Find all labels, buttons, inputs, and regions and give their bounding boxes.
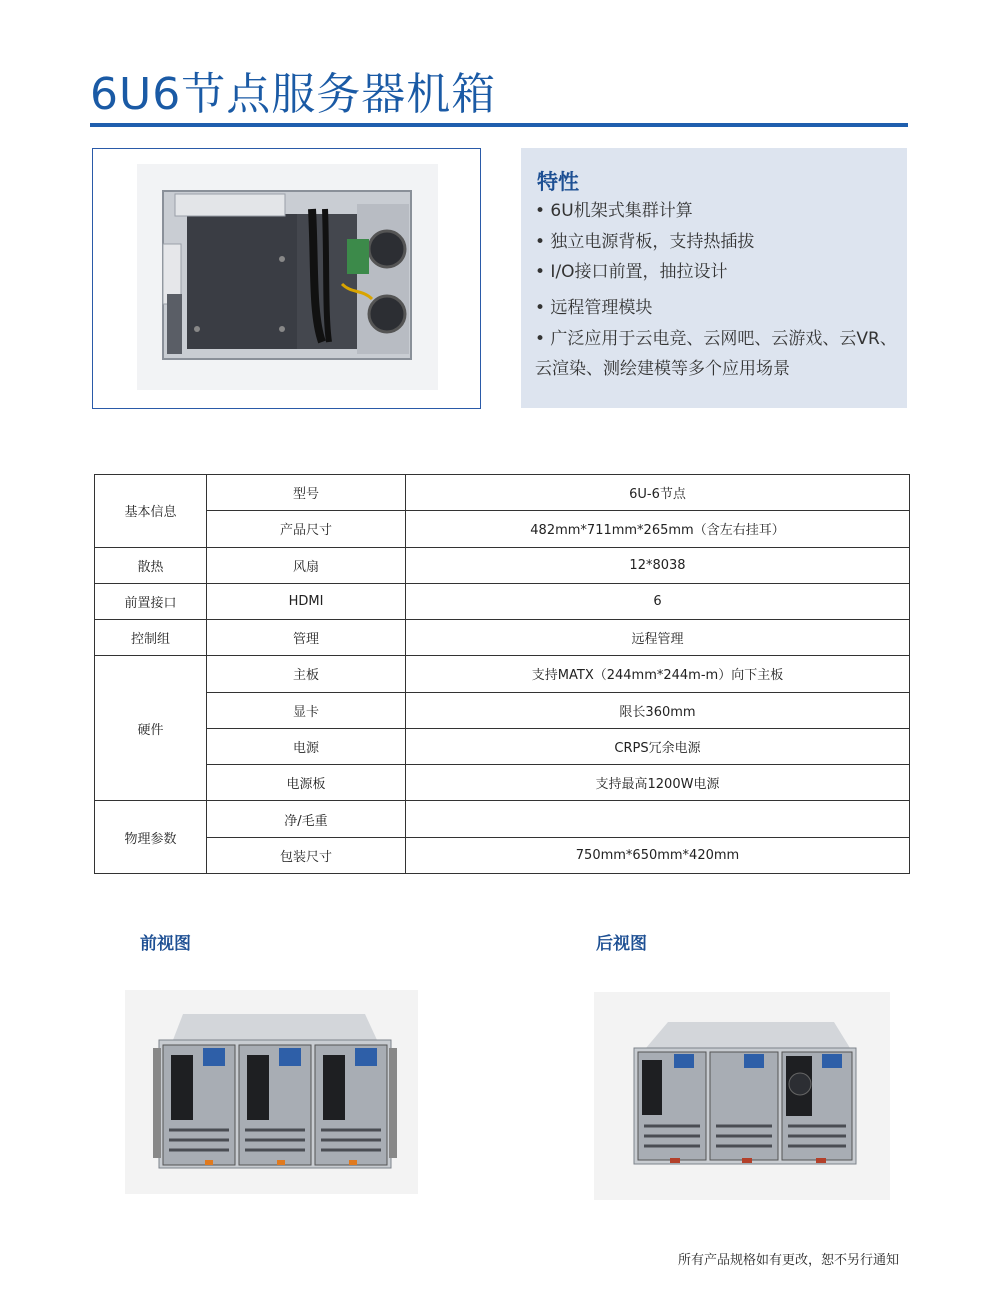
spec-value: [406, 801, 910, 837]
spec-value: 12*8038: [406, 547, 910, 583]
spec-label: 包装尺寸: [207, 837, 406, 873]
page-title: 6U6节点服务器机箱: [90, 69, 497, 120]
front-view-photo: [125, 990, 418, 1194]
group-cell: 基本信息: [95, 475, 207, 548]
spec-value: 6U-6节点: [406, 475, 910, 511]
spec-value: 支持MATX（244mm*244m-m）向下主板: [406, 656, 910, 692]
feature-item: • 远程管理模块: [535, 298, 653, 318]
spec-label: 产品尺寸: [207, 511, 406, 547]
disclaimer-footer: 所有产品规格如有更改，恕不另行通知: [678, 1253, 900, 1268]
features-panel: [521, 148, 907, 408]
chassis-interior-photo: [137, 164, 438, 390]
table-row: [95, 511, 910, 547]
group-cell: 物理参数: [95, 801, 207, 874]
spec-value: 远程管理: [406, 620, 910, 656]
spec-label: 管理: [207, 620, 406, 656]
rear-view-heading: 后视图: [596, 934, 647, 954]
spec-value: 6: [406, 583, 910, 619]
rear-view-photo: [594, 992, 890, 1200]
spec-label: 型号: [207, 475, 406, 511]
spec-value: 限长360mm: [406, 692, 910, 728]
features-heading: 特性: [537, 170, 579, 194]
table-row: [95, 837, 910, 873]
spec-table: [94, 474, 910, 874]
group-cell: 控制组: [95, 620, 207, 656]
spec-label: 净/毛重: [207, 801, 406, 837]
spec-value: 750mm*650mm*420mm: [406, 837, 910, 873]
table-row: [95, 620, 910, 656]
spec-label: 显卡: [207, 692, 406, 728]
table-row: [95, 728, 910, 764]
table-row: [95, 801, 910, 837]
feature-item-continuation: 云渲染、测绘建模等多个应用场景: [535, 359, 790, 379]
table-row: [95, 765, 910, 801]
spec-label: 电源: [207, 728, 406, 764]
table-row: [95, 475, 910, 511]
spec-label: 电源板: [207, 765, 406, 801]
table-row: [95, 547, 910, 583]
feature-item: • 6U机架式集群计算: [535, 201, 693, 221]
spec-value: 482mm*711mm*265mm（含左右挂耳）: [406, 511, 910, 547]
spec-label: 风扇: [207, 547, 406, 583]
spec-value: 支持最高1200W电源: [406, 765, 910, 801]
front-view-heading: 前视图: [140, 934, 191, 954]
feature-item: • I/O接口前置，抽拉设计: [535, 262, 728, 282]
feature-item: • 独立电源背板，支持热插拔: [535, 232, 755, 252]
table-row: [95, 656, 910, 692]
spec-label: HDMI: [207, 583, 406, 619]
spec-value: CRPS冗余电源: [406, 728, 910, 764]
feature-item: • 广泛应用于云电竞、云网吧、云游戏、云VR、: [535, 329, 897, 349]
group-cell: 散热: [95, 547, 207, 583]
spec-label: 主板: [207, 656, 406, 692]
title-divider: [90, 123, 908, 127]
table-row: [95, 583, 910, 619]
chassis-interior-photo-frame: [92, 148, 481, 409]
table-row: [95, 692, 910, 728]
group-cell: 前置接口: [95, 583, 207, 619]
group-cell: 硬件: [95, 656, 207, 801]
